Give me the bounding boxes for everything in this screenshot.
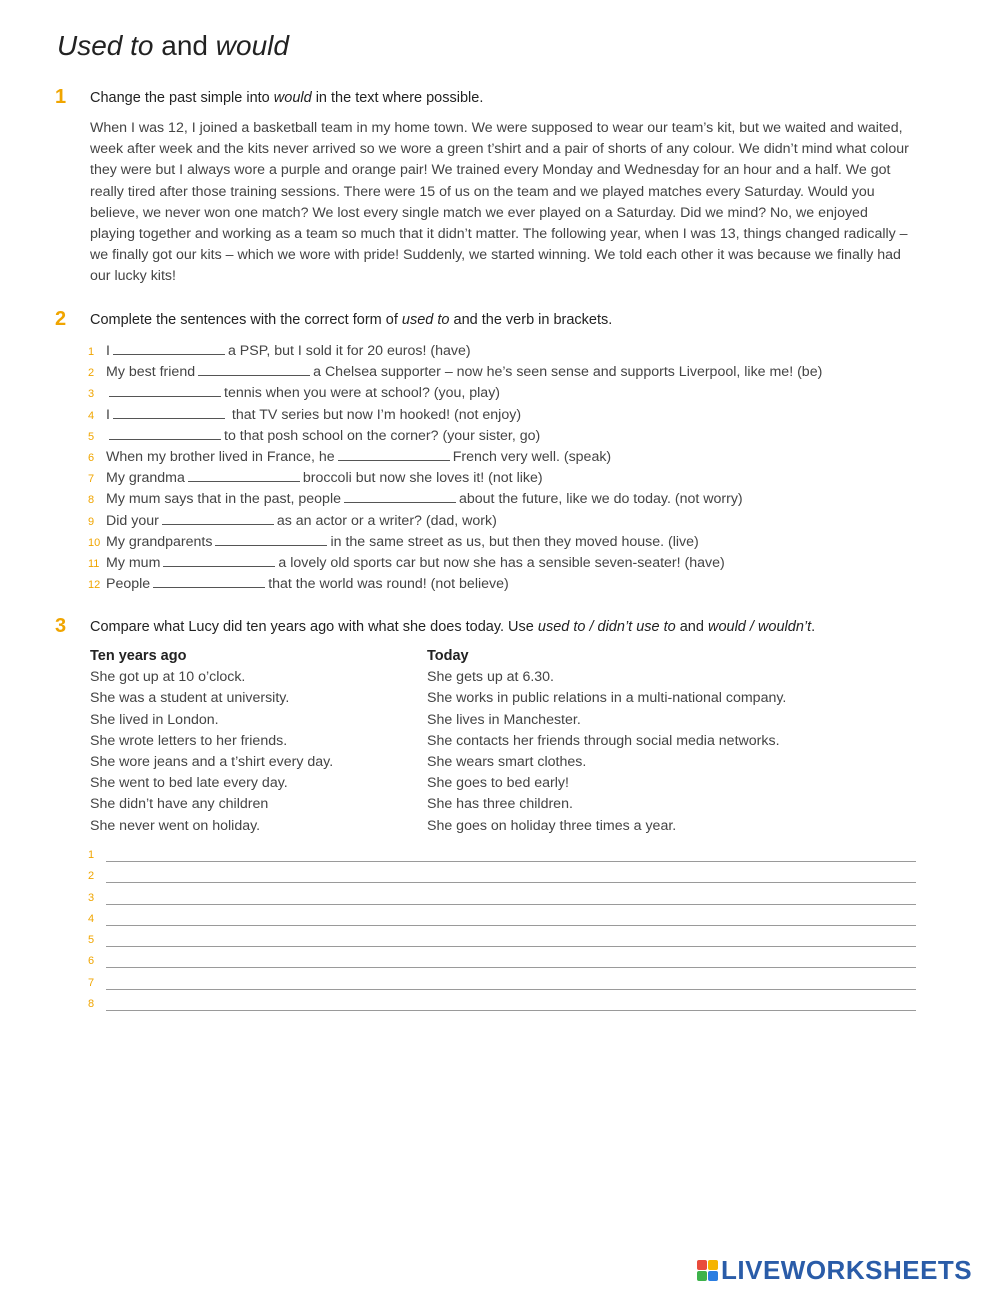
sentence-item bbox=[88, 510, 938, 531]
sentence-end: a lovely old sports car but now she has a sensible seven-seater! (have) bbox=[278, 554, 725, 571]
instr-text: . bbox=[811, 619, 816, 635]
exercise-2-instruction bbox=[90, 312, 612, 328]
instr-text: and bbox=[675, 619, 708, 635]
sentence-number: 6 bbox=[88, 451, 95, 464]
liveworksheets-logo bbox=[697, 1255, 972, 1285]
sentence-start: My grandparents bbox=[106, 533, 213, 550]
title-used-to: Used to bbox=[57, 30, 154, 61]
present-habit-item: She lives in Manchester. bbox=[427, 711, 581, 728]
sentence-start: My best friend bbox=[106, 364, 196, 381]
title-and: and bbox=[153, 30, 216, 61]
logo-square-icon bbox=[697, 1271, 707, 1281]
answer-line[interactable] bbox=[88, 910, 916, 931]
sentence-number: 2 bbox=[88, 367, 95, 380]
logo-square-icon bbox=[708, 1271, 718, 1281]
answer-blank[interactable] bbox=[109, 425, 221, 440]
present-habit-item: She gets up at 6.30. bbox=[427, 669, 554, 686]
past-habit-item: She wrote letters to her friends. bbox=[90, 732, 288, 749]
answer-blank[interactable] bbox=[188, 467, 300, 482]
sentence-end: broccoli but now she loves it! (not like) bbox=[302, 470, 543, 487]
sentence-start: People bbox=[106, 576, 151, 593]
present-habit-item: She goes on holiday three times a year. bbox=[427, 817, 677, 834]
answer-blank[interactable] bbox=[153, 573, 265, 588]
exercise-3-instruction bbox=[90, 619, 815, 635]
page-title bbox=[57, 30, 289, 62]
logo-icon bbox=[697, 1260, 718, 1281]
sentence-item bbox=[88, 573, 938, 594]
sentence-start: I bbox=[106, 343, 110, 359]
answer-line-number: 5 bbox=[88, 934, 95, 947]
sentence-end: French very well. (speak) bbox=[452, 448, 612, 465]
past-habit-item: She lived in London. bbox=[90, 711, 219, 728]
sentence-end: that TV series but now I’m hooked! (not enjoy) bbox=[227, 406, 522, 423]
sentence-number: 5 bbox=[88, 430, 95, 443]
sentence-end: that the world was round! (not believe) bbox=[268, 576, 509, 593]
sentence-number: 3 bbox=[88, 388, 95, 401]
present-habit-item: She has three children. bbox=[427, 796, 573, 813]
answer-blank[interactable] bbox=[113, 404, 225, 419]
sentence-number: 7 bbox=[88, 473, 95, 486]
answer-blank[interactable] bbox=[344, 488, 456, 503]
sentence-end: tennis when you were at school? (you, play) bbox=[224, 385, 501, 402]
sentence-item bbox=[88, 404, 938, 425]
answer-line-rule[interactable] bbox=[106, 925, 916, 926]
answer-blank[interactable] bbox=[198, 361, 310, 376]
sentence-item bbox=[88, 488, 938, 509]
sentence-number: 9 bbox=[88, 515, 95, 528]
exercise-3-answer-lines bbox=[88, 846, 916, 1016]
sentence-start: Did your bbox=[106, 512, 159, 529]
answer-line-rule[interactable] bbox=[106, 1010, 916, 1011]
instr-text: Change the past simple into bbox=[90, 90, 274, 106]
answer-line[interactable] bbox=[88, 995, 916, 1016]
sentence-item bbox=[88, 446, 938, 467]
sentence-end: in the same street as us, but then they moved house. (live) bbox=[330, 533, 699, 550]
answer-line-rule[interactable] bbox=[106, 946, 916, 947]
answer-line[interactable] bbox=[88, 931, 916, 952]
instr-text: in the text where possible. bbox=[311, 90, 484, 106]
exercise-1-instruction bbox=[90, 90, 483, 106]
instr-text: and the verb in brackets. bbox=[449, 312, 613, 328]
sentence-start: When my brother lived in France, he bbox=[106, 448, 335, 465]
answer-line-number: 2 bbox=[88, 870, 95, 883]
sentence-item bbox=[88, 552, 938, 573]
answer-line[interactable] bbox=[88, 974, 916, 995]
answer-line[interactable] bbox=[88, 867, 916, 888]
today-column bbox=[427, 646, 907, 837]
today-list bbox=[427, 667, 907, 837]
sentence-item bbox=[88, 531, 938, 552]
ten-years-ago-column bbox=[90, 646, 420, 837]
answer-line-rule[interactable] bbox=[106, 904, 916, 905]
sentence-end: to that posh school on the corner? (your sister, go) bbox=[224, 427, 541, 444]
sentence-end: as an actor or a writer? (dad, work) bbox=[276, 512, 497, 529]
sentence-start: My mum says that in the past, people bbox=[106, 491, 341, 508]
answer-blank[interactable] bbox=[162, 510, 274, 525]
present-habit-item: She goes to bed early! bbox=[427, 775, 569, 792]
exercise-2-sentences bbox=[88, 340, 938, 594]
sentence-end: about the future, like we do today. (not worry) bbox=[459, 491, 743, 508]
answer-line[interactable] bbox=[88, 952, 916, 973]
sentence-number: 4 bbox=[88, 409, 95, 422]
sentence-end: a PSP, but I sold it for 20 euros! (have) bbox=[227, 343, 471, 359]
title-would: would bbox=[215, 30, 289, 61]
sentence-number: 1 bbox=[88, 346, 95, 358]
logo-square-icon bbox=[708, 1260, 718, 1270]
instr-em: used to bbox=[401, 312, 450, 328]
instr-em: would / wouldn’t bbox=[707, 619, 812, 635]
exercise-1-number: 1 bbox=[55, 86, 67, 108]
answer-line-rule[interactable] bbox=[106, 861, 916, 862]
answer-line[interactable] bbox=[88, 846, 916, 867]
answer-line-number: 8 bbox=[88, 998, 95, 1011]
instr-text: Compare what Lucy did ten years ago with what she does today. Use bbox=[90, 619, 538, 635]
answer-line-rule[interactable] bbox=[106, 989, 916, 990]
answer-line-number: 6 bbox=[88, 955, 95, 968]
sentence-start: My grandma bbox=[106, 470, 185, 487]
past-habit-item: She got up at 10 o’clock. bbox=[90, 669, 246, 686]
today-heading: Today bbox=[427, 648, 469, 664]
answer-blank[interactable] bbox=[215, 531, 327, 546]
answer-blank[interactable] bbox=[163, 552, 275, 567]
sentence-number: 8 bbox=[88, 494, 95, 507]
answer-line-rule[interactable] bbox=[106, 882, 916, 883]
answer-line-number: 7 bbox=[88, 976, 95, 989]
past-habit-item: She wore jeans and a t’shirt every day. bbox=[90, 753, 334, 770]
instr-text: Complete the sentences with the correct form of bbox=[90, 312, 402, 328]
logo-square-icon bbox=[697, 1260, 707, 1270]
instr-em: used to / didn’t use to bbox=[537, 619, 676, 635]
ten-years-ago-list bbox=[90, 667, 420, 837]
past-habit-item: She didn’t have any children bbox=[90, 796, 269, 813]
sentence-start: I bbox=[106, 406, 110, 423]
answer-blank[interactable] bbox=[113, 340, 225, 355]
present-habit-item: She wears smart clothes. bbox=[427, 753, 587, 770]
answer-blank[interactable] bbox=[338, 446, 450, 461]
answer-line[interactable] bbox=[88, 889, 916, 910]
sentence-item bbox=[88, 425, 938, 446]
sentence-start: My mum bbox=[106, 554, 161, 571]
sentence-item bbox=[88, 382, 938, 403]
sentence-item bbox=[88, 361, 938, 382]
past-habit-item: She never went on holiday. bbox=[90, 817, 261, 834]
sentence-item bbox=[88, 340, 938, 361]
sentence-item bbox=[88, 467, 938, 488]
sentence-number: 12 bbox=[88, 579, 101, 592]
exercise-3-number: 3 bbox=[55, 615, 67, 637]
sentence-number: 10 bbox=[88, 536, 101, 549]
answer-line-number: 3 bbox=[88, 891, 95, 904]
instr-em: would bbox=[273, 90, 312, 106]
sentence-number: 11 bbox=[88, 557, 100, 570]
answer-line-number: 4 bbox=[88, 912, 95, 925]
answer-line-rule[interactable] bbox=[106, 967, 916, 968]
sentence-end: a Chelsea supporter – now he’s seen sense and supports Liverpool, like me! (be) bbox=[313, 364, 823, 381]
answer-line-number: 1 bbox=[88, 849, 95, 861]
exercise-1-passage: When I was 12, I joined a basketball team in my home town. We were supposed to wear our team’s kit, but we waited and waited, week after week and the kits never arrived so we wore a green t’shirt and a pair of shorts of any colour. We didn’t mind what colour they were but I always wore a purple and orange pair! We trained every Monday and Wednesday for an hour and a half. We got really tired after those training sessions. There were 15 of us on the team and we played matches every Saturday. Would you believe, we never won one match? We lost every single match we ever played on a Saturday. Did we mind? No, we enjoyed playing together and working as a team so much that it didn’t matter. The following year, when I was 13, things changed radically – we finally got our kits – which we wore with pride! Suddenly, we started winning. We told each other it was because we finally had our lucky kits! bbox=[90, 120, 909, 285]
ten-years-ago-heading: Ten years ago bbox=[90, 648, 187, 664]
present-habit-item: She contacts her friends through social media networks. bbox=[427, 732, 780, 749]
exercise-2-number: 2 bbox=[55, 308, 67, 330]
present-habit-item: She works in public relations in a multi-national company. bbox=[427, 690, 787, 707]
past-habit-item: She went to bed late every day. bbox=[90, 775, 288, 792]
past-habit-item: She was a student at university. bbox=[90, 690, 290, 707]
logo-text: LIVEWORKSHEETS bbox=[721, 1254, 973, 1285]
answer-blank[interactable] bbox=[109, 382, 221, 397]
